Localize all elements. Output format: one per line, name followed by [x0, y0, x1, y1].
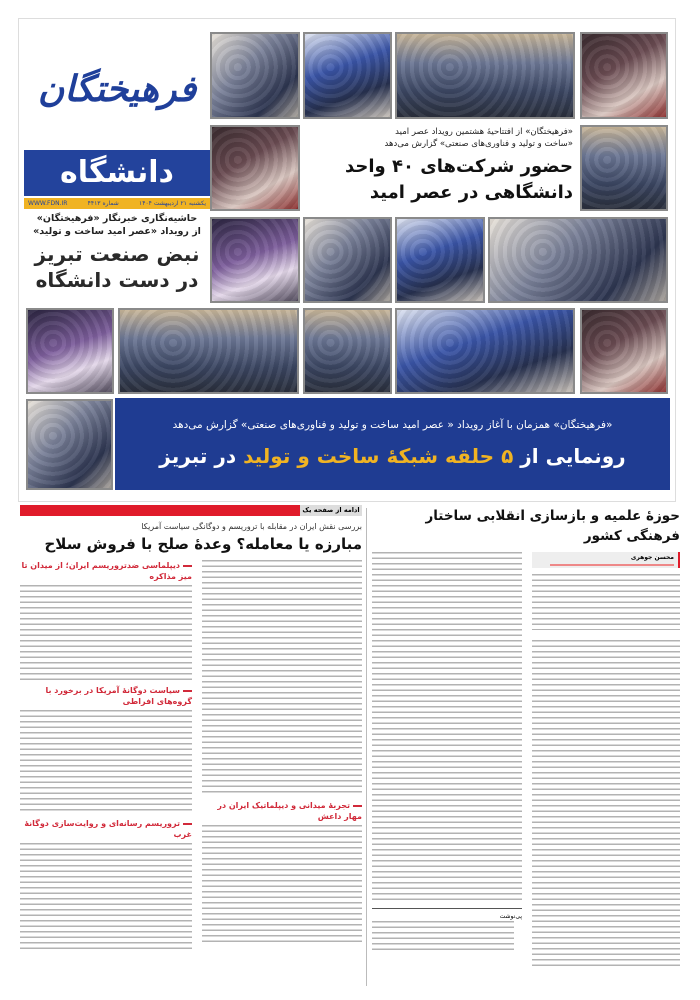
- headline-line: دانشگاهی در عصر امید: [369, 182, 573, 203]
- body-text: [20, 710, 192, 814]
- article-left-headline[interactable]: مبارزه یا معامله؟ وعدهٔ صلح با فروش سلاح: [44, 535, 362, 553]
- body-text: [372, 552, 522, 902]
- article-right-headline[interactable]: حوزهٔ علمیه و بازسازی انقلابی ساختار فرهنگی کشور: [425, 508, 680, 544]
- column-divider: [366, 508, 367, 986]
- date: یکشنبه ۲۱ اردیبهشت ۱۴۰۴: [139, 200, 206, 207]
- photo: [118, 308, 299, 394]
- center-story-kicker: [305, 126, 573, 150]
- article-left: [20, 505, 362, 953]
- article-subhead: سیاست دوگانهٔ آمریکا در برخورد با گروه‌های افراطی: [20, 685, 192, 707]
- headline-line: نبض صنعت تبریز: [34, 242, 200, 266]
- photo: [210, 125, 300, 211]
- article-subhead: تجربهٔ میدانی و دیپلماتیک ایران در مهار داعش: [202, 800, 362, 822]
- body-text: [20, 843, 192, 953]
- photo: [580, 32, 668, 119]
- photo: [303, 217, 392, 303]
- kicker-line: «ساخت و تولید و فناوری‌های صنعتی» گزارش می‌دهد: [384, 139, 573, 149]
- notes-title: پی‌نوشت: [499, 913, 522, 920]
- photo: [210, 32, 300, 119]
- photo: [395, 308, 575, 394]
- kicker-line: حاشیه‌نگاری خبرنگار «فرهیختگان»: [36, 213, 198, 224]
- website: WWW.FDN.IR: [28, 200, 68, 207]
- kicker-line: از رویداد «عصر امید ساخت و تولید»: [33, 226, 201, 237]
- center-story-headline: [305, 154, 573, 206]
- author-box: [532, 552, 680, 568]
- banner-kicker: «فرهیختگان» همزمان با آغاز رویداد « عصر امید ساخت و تولید و فناوری‌های صنعتی» گزارش می‌دهد: [172, 418, 613, 431]
- headline-line: حضور شرکت‌های ۴۰ واحد: [344, 156, 573, 177]
- section-label: ادامه از صفحه یک: [300, 505, 362, 516]
- headline-line: در دست دانشگاه: [35, 268, 199, 292]
- photo: [210, 217, 300, 303]
- column: [202, 560, 362, 945]
- logo-farhikhtegan: فرهیختگان: [37, 69, 197, 110]
- photo: [580, 308, 668, 394]
- column: [532, 552, 680, 970]
- body-text: [202, 825, 362, 945]
- banner-headline: [123, 441, 662, 471]
- section-header: [20, 505, 362, 516]
- article-right: [372, 506, 680, 970]
- body-text: [20, 585, 192, 681]
- article-left-columns: [20, 560, 362, 953]
- article-subhead: تروریسم رسانه‌ای و روایت‌سازی دوگانهٔ غرب: [20, 818, 192, 840]
- author-name: محسن جوهری: [630, 554, 674, 561]
- body-text: [202, 560, 362, 796]
- body-text: [532, 640, 680, 970]
- photo: [303, 32, 392, 119]
- section-red-bar: [20, 505, 300, 516]
- headline-highlight: ۵ حلقه شبکهٔ ساخت و تولید: [243, 443, 514, 468]
- headline-part: رونمایی از: [520, 443, 626, 468]
- article-subhead: دیپلماسی ضدتروریسم ایران؛ از میدان تا میز مذاکره: [21, 561, 192, 581]
- notes-divider: [372, 908, 522, 909]
- left-story[interactable]: [22, 212, 212, 293]
- photo: [488, 217, 668, 303]
- body-text: [532, 574, 680, 630]
- photo: [26, 399, 113, 490]
- date-bar: [24, 198, 210, 209]
- photo: [395, 32, 575, 119]
- issue-number: شماره ۴۴۱۳: [87, 200, 119, 207]
- center-story[interactable]: [305, 126, 573, 206]
- logo-daneshgah: دانشگاه: [24, 150, 210, 196]
- left-story-kicker: [22, 212, 212, 238]
- photo: [580, 125, 668, 211]
- notes-text: [372, 921, 514, 951]
- article-right-columns: [372, 552, 680, 970]
- article-left-kicker: بررسی نقش ایران در مقابله با تروریسم و دوگانگی سیاست آمریکا: [141, 522, 362, 531]
- left-story-headline: [22, 241, 212, 293]
- column: [372, 552, 522, 951]
- photo: [303, 308, 392, 394]
- photo: [26, 308, 114, 394]
- author-bio-line: [550, 564, 674, 566]
- column: [20, 560, 192, 953]
- photo: [395, 217, 485, 303]
- main-headline-banner[interactable]: [115, 398, 670, 490]
- kicker-line: «فرهیختگان» از افتتاحیهٔ هشتمین رویداد عصر امید: [395, 127, 573, 137]
- headline-part: در تبریز: [159, 443, 237, 468]
